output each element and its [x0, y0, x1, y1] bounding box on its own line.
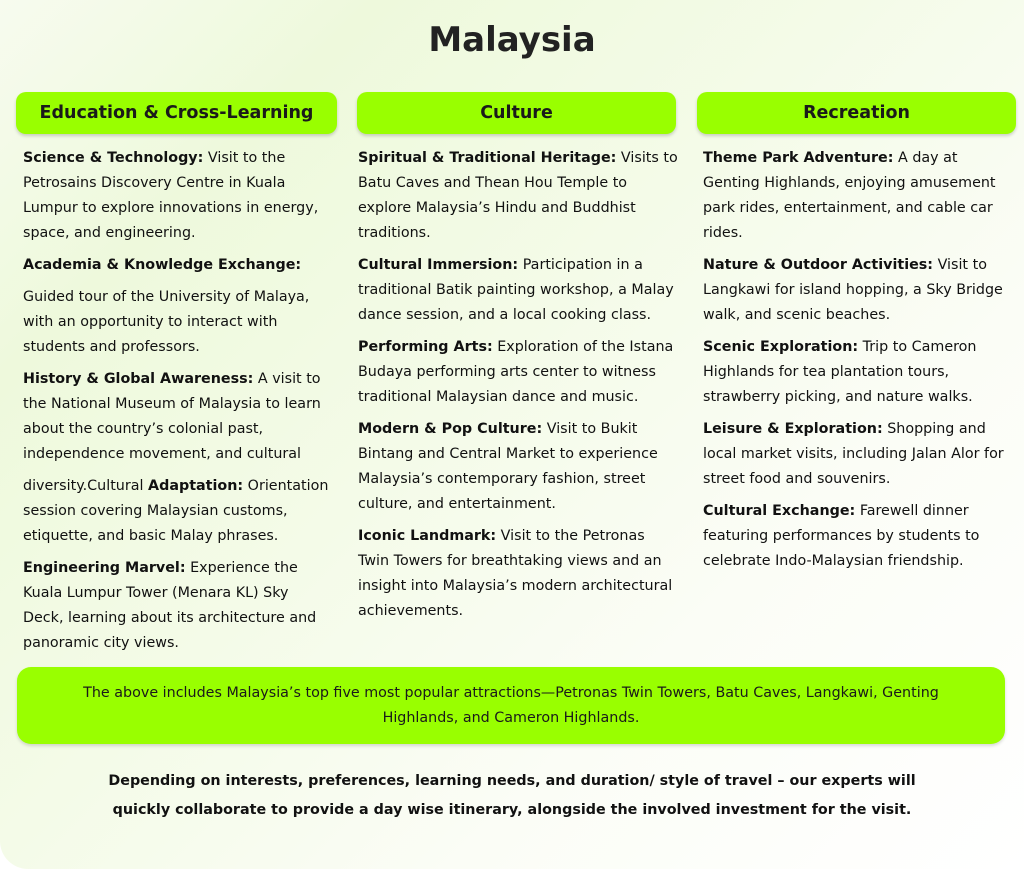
item-label: Cultural Immersion:	[358, 257, 519, 273]
item-label: Modern & Pop Culture:	[358, 421, 543, 437]
item-text: Experience the Kuala Lumpur Tower (Menara KL) Sky Deck, learning about its architecture and panoramic city views.	[23, 560, 317, 651]
footer-text: Depending on interests, preferences, learning needs, and duration/ style of travel – our experts will quickly collaborate to provide a day wise itinerary, alongside the involved investment for the visit.	[108, 773, 916, 818]
column-education	[23, 146, 333, 663]
header-recreation: Recreation	[697, 92, 1016, 134]
item-text: Trip to Cameron Highlands for tea plantation tours, strawberry picking, and nature walks.	[703, 339, 977, 405]
item-text: Visit to the Petrosains Discovery Centre in Kuala Lumpur to explore innovations in energy, space, and engineering.	[23, 150, 319, 241]
item-label: Science & Technology:	[23, 150, 204, 166]
item-text: Exploration of the Istana Budaya performing arts center to witness traditional Malaysian dance and music.	[358, 339, 674, 405]
item-text: Shopping and local market visits, including Jalan Alor for street food and souvenirs.	[703, 421, 1004, 487]
item-label: Scenic Exploration:	[703, 339, 859, 355]
item-label: Nature & Outdoor Activities:	[703, 257, 934, 273]
list-item	[23, 474, 333, 549]
item-text: A visit to the National Museum of Malaysia to learn about the country’s colonial past, independence movement, and cultural	[23, 371, 321, 462]
item-label: Spiritual & Traditional Heritage:	[358, 150, 617, 166]
list-item	[703, 499, 1015, 574]
item-label: Engineering Marvel:	[23, 560, 186, 576]
list-item	[358, 335, 680, 410]
list-item	[358, 146, 680, 246]
attractions-note: The above includes Malaysia’s top five most popular attractions—Petronas Twin Towers, Batu Caves, Langkawi, Genting Highlands, and Cameron Highlands.	[83, 684, 939, 726]
item-text: Visit to the Petronas Twin Towers for breathtaking views and an insight into Malaysia’s modern architectural achievements.	[358, 528, 673, 619]
list-item	[23, 253, 333, 278]
list-item	[703, 417, 1015, 492]
list-item	[358, 417, 680, 517]
list-item	[23, 146, 333, 246]
item-text: Visit to Langkawi for island hopping, a Sky Bridge walk, and scenic beaches.	[703, 257, 1003, 323]
item-prefix: diversity.Cultural	[23, 478, 149, 494]
item-text: Farewell dinner featuring performances by students to celebrate Indo-Malaysian friendship.	[703, 503, 980, 569]
item-text: Visit to Bukit Bintang and Central Market to experience Malaysia’s contemporary fashion, street culture, and entertainment.	[358, 421, 658, 512]
list-item	[23, 285, 333, 360]
item-label: History & Global Awareness:	[23, 371, 254, 387]
item-text: Visits to Batu Caves and Thean Hou Temple to explore Malaysia’s Hindu and Buddhist traditions.	[358, 150, 678, 241]
header-education: Education & Cross-Learning	[16, 92, 337, 134]
item-label: Iconic Landmark:	[358, 528, 497, 544]
item-label: Cultural Exchange:	[703, 503, 856, 519]
item-text: A day at Genting Highlands, enjoying amusement park rides, entertainment, and cable car rides.	[703, 150, 996, 241]
page-title: Malaysia	[428, 20, 596, 60]
item-text: Participation in a traditional Batik painting workshop, a Malay dance session, and a local cooking class.	[358, 257, 674, 323]
column-recreation	[703, 146, 1015, 581]
list-item	[703, 335, 1015, 410]
list-item	[23, 556, 333, 656]
attractions-note-box	[17, 667, 1005, 744]
list-item	[703, 253, 1015, 328]
item-text: Orientation session covering Malaysian customs, etiquette, and basic Malay phrases.	[23, 478, 329, 544]
header-culture: Culture	[357, 92, 676, 134]
item-label: Theme Park Adventure:	[703, 150, 894, 166]
item-label: Leisure & Exploration:	[703, 421, 883, 437]
list-item	[358, 524, 680, 624]
item-label: Adaptation:	[148, 478, 244, 494]
item-label: Performing Arts:	[358, 339, 493, 355]
list-item	[703, 146, 1015, 246]
column-culture	[358, 146, 680, 631]
item-text: Guided tour of the University of Malaya, with an opportunity to interact with students and professors.	[23, 289, 310, 355]
item-label: Academia & Knowledge Exchange:	[23, 257, 302, 273]
list-item	[358, 253, 680, 328]
list-item	[23, 367, 333, 467]
